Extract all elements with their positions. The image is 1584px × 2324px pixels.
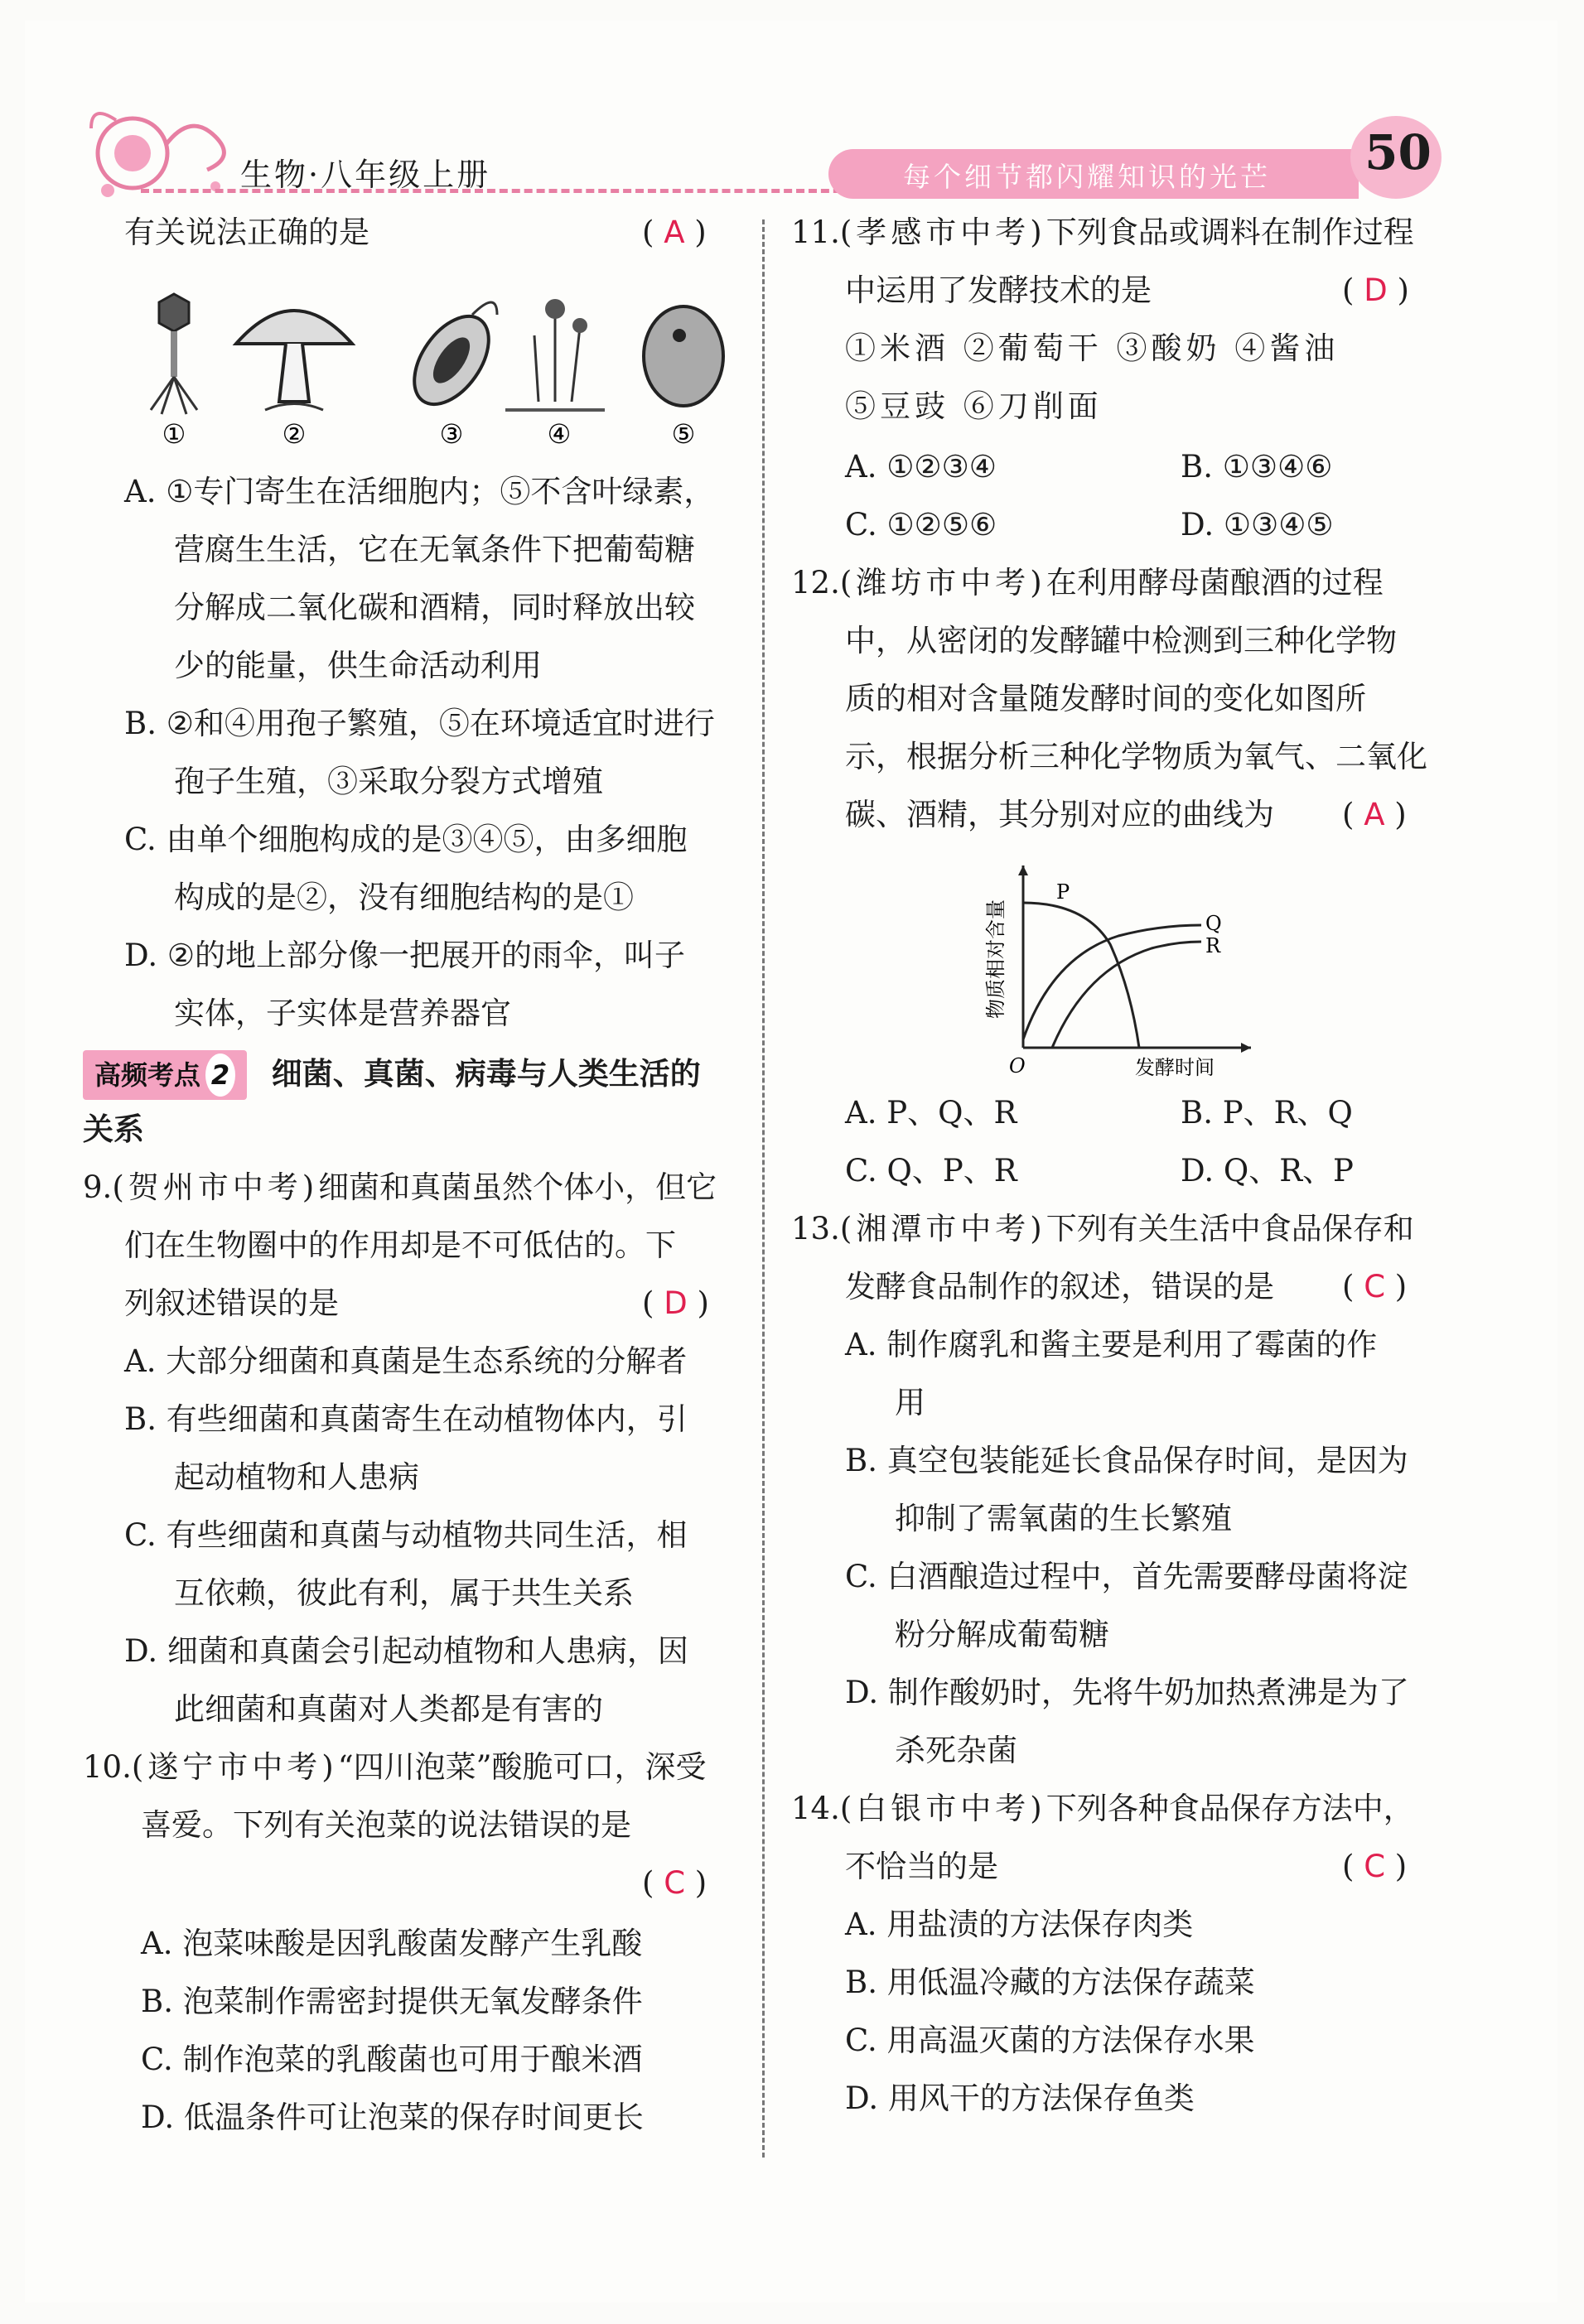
q9-option-b-l2: 起动植物和人患病: [174, 1459, 419, 1495]
fermentation-graph: [978, 857, 1259, 1081]
q11-line-1: 11.(孝感市中考)下列食品或调料在制作过程: [791, 215, 1414, 250]
q14-line-1: 14.(白银市中考)下列各种食品保存方法中，: [791, 1791, 1414, 1826]
q12-line-4: 示，根据分析三种化学物质为氧气、二氧化: [845, 739, 1427, 774]
yeast-icon: [644, 306, 723, 406]
q9-line-2: 们在生物圈中的作用却是不可低估的。下: [124, 1227, 676, 1263]
label-p: P: [1056, 880, 1070, 904]
q13-option-d-l2: 杀死杂菌: [895, 1733, 1017, 1768]
q9-option-a: A. 大部分细菌和真菌是生态系统的分解者: [124, 1343, 688, 1379]
q11-items-2: ⑤豆豉 ⑥刀削面: [845, 388, 1103, 424]
header-band: [828, 149, 1359, 199]
q9-line-1: 9.(贺州市中考)细菌和真菌虽然个体小，但它: [83, 1169, 717, 1205]
q14-answer: C: [1364, 1849, 1386, 1884]
q11-line-2: 中运用了发酵技术的是: [845, 272, 1152, 308]
q9-option-d-l1: D. 细菌和真菌会引起动植物和人患病，因: [124, 1633, 688, 1669]
q8-answer-bracket: ( A ): [642, 215, 707, 250]
q14-option-d: D. 用风干的方法保存鱼类: [845, 2081, 1195, 2116]
column-divider: [762, 219, 765, 2158]
q11-option-c: C. ①②⑤⑥: [845, 507, 997, 542]
q10-option-d: D. 低温条件可让泡菜的保存时间更长: [141, 2100, 644, 2135]
section-title-1: 细菌、真菌、病毒与人类生活的: [271, 1056, 701, 1092]
label-q: Q: [1205, 912, 1222, 935]
x-axis-label: 发酵时间: [1135, 1056, 1215, 1079]
q13-answer-bracket: ( C ): [1342, 1269, 1408, 1304]
fig-label-3: ③: [439, 418, 464, 450]
q10-answer: C: [664, 1865, 686, 1901]
q12-option-c: C. Q、P、R: [845, 1153, 1017, 1189]
organisms-figure: [133, 277, 729, 451]
section-num: 2: [205, 1054, 235, 1097]
q9-option-c-l2: 互依赖，彼此有利，属于共生关系: [174, 1575, 634, 1611]
q13-line-2: 发酵食品制作的叙述，错误的是: [845, 1269, 1274, 1304]
fig-label-2: ②: [282, 418, 307, 450]
q13-option-c-l1: C. 白酒酿造过程中，首先需要酵母菌将淀: [845, 1559, 1408, 1594]
q14-answer-bracket: ( C ): [1342, 1849, 1408, 1884]
q14-line-2: 不恰当的是: [845, 1849, 998, 1884]
q8-stem-text: 有关说法正确的是: [124, 215, 369, 250]
q9-option-b-l1: B. 有些细菌和真菌寄生在动植物体内，引: [124, 1401, 688, 1437]
q13-option-b-l1: B. 真空包装能延长食品保存时间，是因为: [845, 1443, 1408, 1478]
q13-option-b-l2: 抑制了需氧菌的生长繁殖: [895, 1501, 1232, 1536]
q12-option-a: A. P、Q、R: [845, 1095, 1017, 1131]
label-r: R: [1205, 934, 1221, 957]
q12-answer-bracket: ( A ): [1342, 797, 1407, 832]
fig-label-1: ①: [162, 418, 186, 450]
q8-option-a-l3: 分解成二氧化碳和酒精，同时释放出较: [174, 590, 695, 625]
q11-answer-bracket: ( D ): [1342, 272, 1409, 308]
origin-label: O: [1009, 1054, 1026, 1078]
q10-option-b: B. 泡菜制作需密封提供无氧发酵条件: [141, 1984, 643, 2019]
bacterium-icon: [399, 302, 504, 417]
mushroom-icon: [236, 311, 352, 410]
q8-option-a-l4: 少的能量，供生命活动利用: [174, 648, 542, 683]
q8-answer: A: [664, 215, 685, 250]
q9-option-c-l1: C. 有些细菌和真菌与动植物共同生活，相: [124, 1517, 688, 1553]
q8-option-b-l1: B. ②和④用孢子繁殖，⑤在环境适宜时进行: [124, 706, 715, 741]
section-tag: 高频考点 2: [83, 1050, 247, 1100]
section-heading: [83, 1050, 701, 1100]
q12-line-1: 12.(潍坊市中考)在利用酵母菌酿酒的过程: [791, 565, 1384, 600]
q14-option-a: A. 用盐渍的方法保存肉类: [845, 1907, 1194, 1942]
q8-option-a-l1: A. ①专门寄生在活细胞内；⑤不含叶绿素，: [124, 474, 715, 509]
q12-line-5: 碳、酒精，其分别对应的曲线为: [845, 797, 1274, 832]
q8-stem: [124, 211, 369, 254]
book-title: 生物·八年级上册: [240, 157, 491, 193]
q11-option-a: A. ①②③④: [845, 449, 997, 485]
q10-answer-bracket: ( C ): [642, 1865, 707, 1901]
q9-answer: D: [664, 1285, 688, 1321]
mold-icon: [505, 299, 605, 410]
section-title-2: 关系: [83, 1111, 144, 1147]
q13-option-a-l2: 用: [895, 1385, 925, 1420]
q12-option-b: B. P、R、Q: [1181, 1095, 1353, 1131]
q13-option-c-l2: 粉分解成葡萄糖: [895, 1617, 1109, 1652]
q9-line-3: 列叙述错误的是: [124, 1285, 339, 1321]
page-number: 50: [1364, 124, 1432, 181]
q8-option-d-l1: D. ②的地上部分像一把展开的雨伞，叫子: [124, 938, 686, 973]
q9-answer-bracket: ( D ): [642, 1285, 709, 1321]
curve-p: [1023, 903, 1139, 1048]
q13-answer: C: [1364, 1269, 1386, 1304]
curve-r: [1052, 942, 1201, 1048]
q13-option-d-l1: D. 制作酸奶时，先将牛奶加热煮沸是为了: [845, 1675, 1409, 1710]
q8-option-d-l2: 实体，子实体是营养器官: [174, 996, 511, 1031]
q8-option-c-l1: C. 由单个细胞构成的是③④⑤，由多细胞: [124, 822, 688, 857]
q14-option-c: C. 用高温灭菌的方法保存水果: [845, 2023, 1255, 2058]
q14-option-b: B. 用低温冷藏的方法保存蔬菜: [845, 1965, 1255, 2000]
q12-line-3: 质的相对含量随发酵时间的变化如图所: [845, 681, 1366, 716]
header-slogan: 每个细节都闪耀知识的光芒: [903, 161, 1271, 193]
y-axis-label: 物质相对含量: [984, 899, 1007, 1019]
virus-icon: [151, 294, 197, 414]
q13-line-1: 13.(湘潭市中考)下列有关生活中食品保存和: [791, 1211, 1414, 1246]
q12-line-2: 中，从密闭的发酵罐中检测到三种化学物: [845, 623, 1397, 658]
q10-line-2: 喜爱。下列有关泡菜的说法错误的是: [141, 1807, 631, 1843]
q11-items-1: ①米酒 ②葡萄干 ③酸奶 ④酱油: [845, 330, 1340, 366]
q8-option-c-l2: 构成的是②，没有细胞结构的是①: [174, 880, 634, 915]
fig-label-4: ④: [547, 418, 572, 450]
q11-answer: D: [1364, 272, 1388, 308]
curve-q: [1023, 925, 1201, 1039]
q10-option-c: C. 制作泡菜的乳酸菌也可用于酿米酒: [141, 2042, 643, 2077]
q11-option-d: D. ①③④⑤: [1181, 507, 1334, 542]
q9-option-d-l2: 此细菌和真菌对人类都是有害的: [174, 1691, 603, 1727]
q11-option-b: B. ①③④⑥: [1181, 449, 1333, 485]
q12-option-d: D. Q、R、P: [1181, 1153, 1354, 1189]
q13-option-a-l1: A. 制作腐乳和酱主要是利用了霉菌的作: [845, 1327, 1378, 1362]
q8-option-b-l2: 孢子生殖，③采取分裂方式增殖: [174, 764, 603, 799]
q10-line-1: 10.(遂宁市中考)“四川泡菜”酸脆可口，深受: [83, 1749, 707, 1785]
fig-label-5: ⑤: [671, 418, 696, 450]
q12-answer: A: [1364, 797, 1385, 832]
q8-option-a-l2: 营腐生生活，它在无氧条件下把葡萄糖: [174, 532, 695, 567]
q10-option-a: A. 泡菜味酸是因乳酸菌发酵产生乳酸: [141, 1926, 643, 1961]
